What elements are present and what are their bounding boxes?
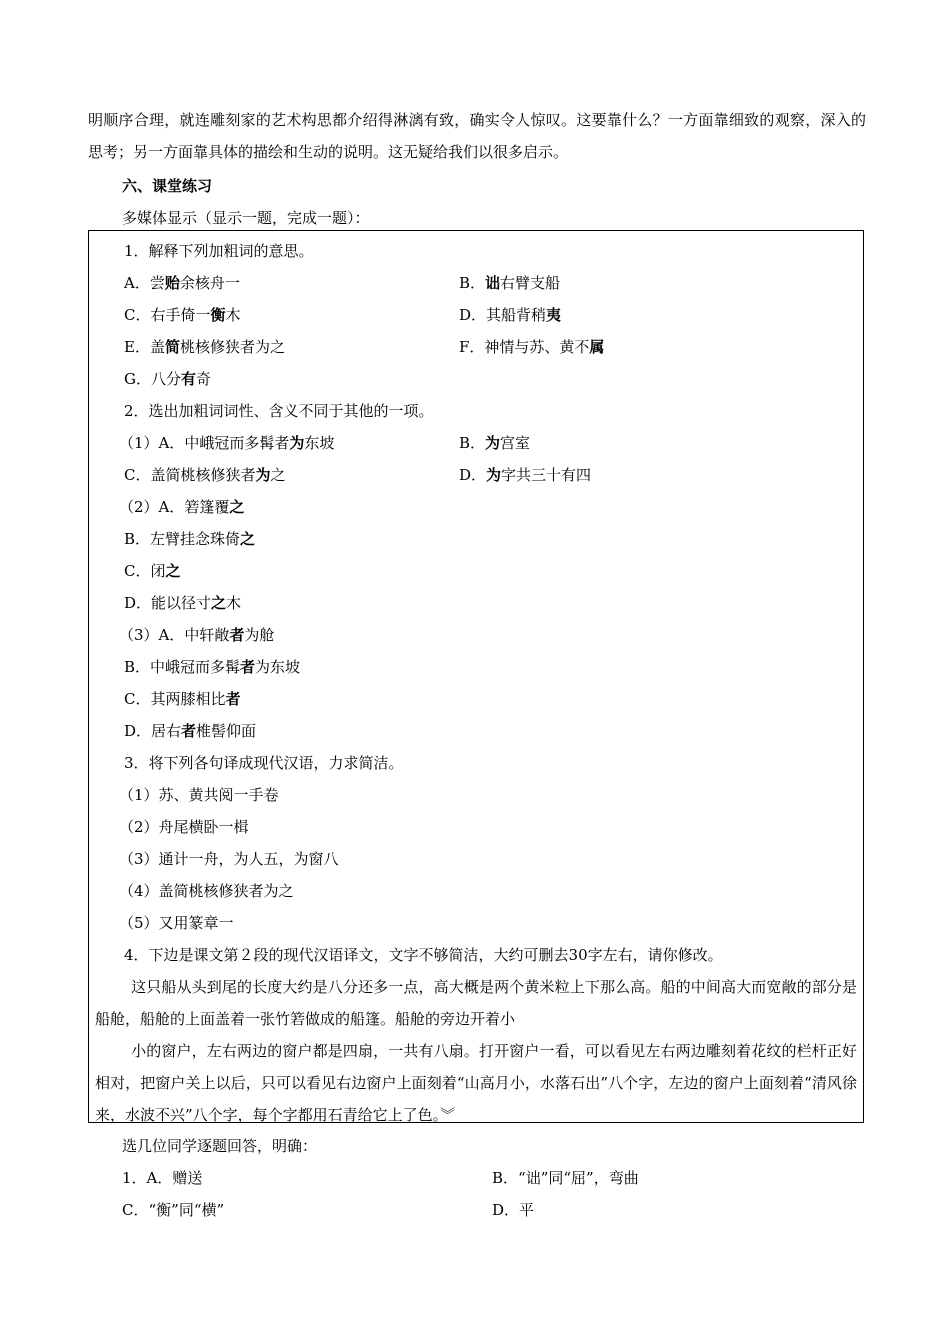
answer-1a: 1．A．赠送: [122, 1169, 203, 1187]
answer-1b: B．“诎”同“屈”，弯曲: [492, 1169, 639, 1187]
q3-stem: 3．将下列各句译成现代汉语，力求简洁。: [124, 754, 404, 772]
q1-option-g: G．八分有奇: [124, 370, 212, 388]
exercise-box: [88, 230, 864, 1123]
q2-group1-option-d: D．为字共三十有四: [459, 466, 592, 484]
q1-option-b: B．诎右臂支船: [459, 274, 561, 292]
q1-stem: 1．解释下列加粗词的意思。: [124, 242, 314, 260]
q1-option-d: D．其船背稍夷: [459, 306, 562, 324]
q2-group1-option-c: C．盖简桃核修狭者为之: [124, 466, 286, 484]
q4-translation-paragraph-2: 小的窗户，左右两边的窗户都是四扇，一共有八扇。打开窗户一看，可以看见左右两边雕刻着花纹的栏杆正好相对，把窗户关上以后，只可以看见右边窗户上面刻着“山高月小，水落石出”八个字，左边的窗户上面刻着“清风徐来，水波不兴”八个字，每个字都用石青给它上了色。︾: [95, 1042, 857, 1124]
q1-option-f: F．神情与苏、黄不属: [459, 338, 605, 356]
q4-translation-paragraph-1: 这只船从头到尾的长度大约是八分还多一点，高大概是两个黄米粒上下那么高。船的中间高大而宽敞的部分是船舱，船舱的上面盖着一张竹箬做成的船篷。船舱的旁边开着小: [95, 978, 857, 1028]
q3-item: （3）通计一舟，为人五，为窗八: [119, 850, 339, 868]
q1-option-a: A．尝贻余核舟一: [124, 274, 240, 292]
q2-group1-option-b: B．为宫室: [459, 434, 531, 452]
q2-group3-option-d: D．居右者椎髻仰面: [124, 722, 257, 740]
answer-1d: D．平: [492, 1201, 535, 1219]
media-note: 多媒体显示（显示一题，完成一题）：: [122, 209, 370, 227]
answers-lead: 选几位同学逐题回答，明确：: [122, 1137, 318, 1155]
q2-group3-option-a: （3）A．中轩敞者为舱: [119, 626, 275, 644]
q2-group3-option-c: C．其两膝相比者: [124, 690, 241, 708]
intro-paragraph: 明顺序合理，就连雕刻家的艺术构思都介绍得淋漓有致，确实令人惊叹。这要靠什么？一方面靠细致的观察，深入的思考；另一方面靠具体的描绘和生动的说明。这无疑给我们以很多启示。: [88, 111, 866, 161]
q3-item: （1）苏、黄共阅一手卷: [119, 786, 279, 804]
q2-group2-option-a: （2）A．箬篷覆之: [119, 498, 245, 516]
section-title: 六、课堂练习: [122, 177, 213, 195]
q1-option-c: C．右手倚一衡木: [124, 306, 241, 324]
q2-group2-option-c: C．闭之: [124, 562, 181, 580]
q2-group3-option-b: B．中峨冠而多髯者为东坡: [124, 658, 301, 676]
q2-group1-option-a: （1）A．中峨冠而多髯者为东坡: [119, 434, 335, 452]
q3-item: （5）又用篆章一: [119, 914, 234, 932]
q3-item: （2）舟尾横卧一楫: [119, 818, 249, 836]
q4-stem: 4．下边是课文第２段的现代汉语译文，文字不够简洁，大约可删去30字左右，请你修改。: [124, 946, 723, 964]
q2-group2-option-d: D．能以径寸之木: [124, 594, 242, 612]
q1-option-e: E．盖简桃核修狭者为之: [124, 338, 285, 356]
answer-1c: C．“衡”同“横”: [122, 1201, 225, 1219]
q3-item: （4）盖简桃核修狭者为之: [119, 882, 294, 900]
q2-group2-option-b: B．左臂挂念珠倚之: [124, 530, 256, 548]
q2-stem: 2．选出加粗词词性、含义不同于其他的一项。: [124, 402, 434, 420]
